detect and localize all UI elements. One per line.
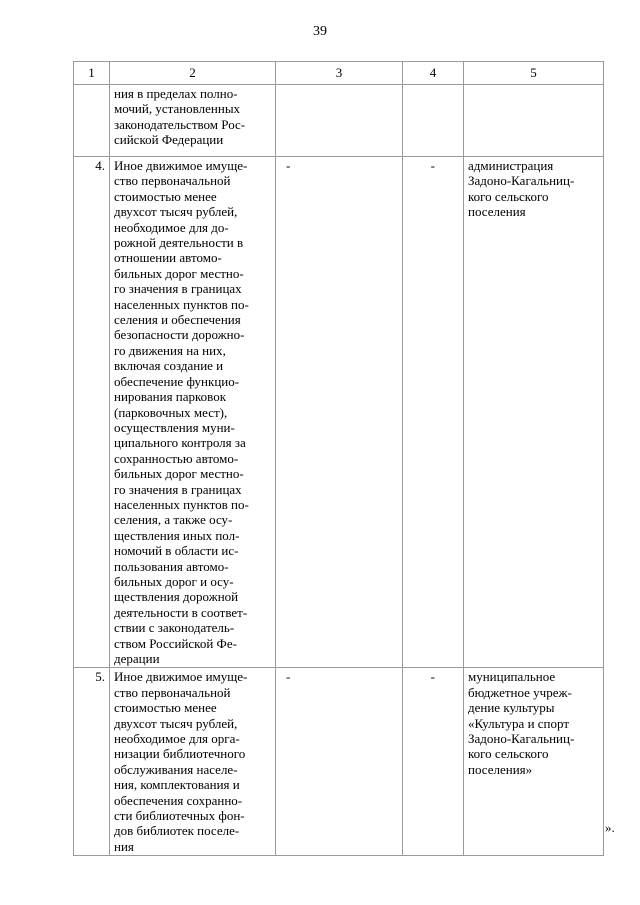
row-holder-text: администрация Задоно-Кагальниц- кого сельского поселения <box>468 158 575 220</box>
header-col-5: 5 <box>464 62 604 85</box>
continuation-col4 <box>403 85 464 157</box>
continuation-col5 <box>464 85 604 157</box>
continuation-description <box>110 85 276 157</box>
row-holder <box>464 668 604 856</box>
table-row-4 <box>74 157 604 668</box>
property-table <box>73 61 604 856</box>
row-col4-value: - <box>403 157 464 668</box>
header-col-2: 2 <box>110 62 276 85</box>
table-header-row <box>74 62 604 85</box>
row-description-text: Иное движимое имуще- ство первоначальной стоимостью менее двухсот тысяч рублей, необходимое для орга- низации библиотечного обслуживания населе- ния, комплектования и обеспечения сохранно- сти библиотечных фон- дов библиотек поселе- ния <box>114 669 248 854</box>
header-col-3: 3 <box>276 62 403 85</box>
row-number: 4. <box>74 157 110 668</box>
closing-quote-mark: ». <box>605 820 615 835</box>
table-row-5 <box>74 668 604 856</box>
row-number: 5. <box>74 668 110 856</box>
continuation-col3 <box>276 85 403 157</box>
row-holder-text: муниципальное бюджетное учреж- дение культуры «Культура и спорт Задоно-Кагальниц- кого сельского поселения» <box>468 669 575 777</box>
continuation-text: ния в пределах полно- мочий, установленных законодательством Рос- сийской Федерации <box>114 86 246 148</box>
row-col3-value: - <box>276 668 403 856</box>
row-description <box>110 668 276 856</box>
row-description-text: Иное движимое имуще- ство первоначальной стоимостью менее двухсот тысяч рублей, необходимое для до- рожной деятельности в отношении автомо- бильных дорог местно- го значения в границах населенных пунктов по- селения и обеспечения безопасности дорожно- го движения на них, включая создание и обеспечение функцио- нирования парковок (парковочных мест), осуществления муни- ципального контроля за сохранностью автомо- бильных дорог местно- го значения в границах населенных пунктов по- селения, а также осу- ществления иных пол- номочий в области ис- пользования автомо- бильных дорог и осу- ществления дорожной деятельности в соответ- ствии с законодатель- ством Российской Фе- дерации <box>114 158 249 666</box>
page-number: 39 <box>313 24 327 39</box>
row-col4-value: - <box>403 668 464 856</box>
row-col3-value: - <box>276 157 403 668</box>
continuation-num-cell <box>74 85 110 157</box>
header-col-4: 4 <box>403 62 464 85</box>
table-row-continuation <box>74 85 604 157</box>
row-holder <box>464 157 604 668</box>
row-description <box>110 157 276 668</box>
header-col-1: 1 <box>74 62 110 85</box>
